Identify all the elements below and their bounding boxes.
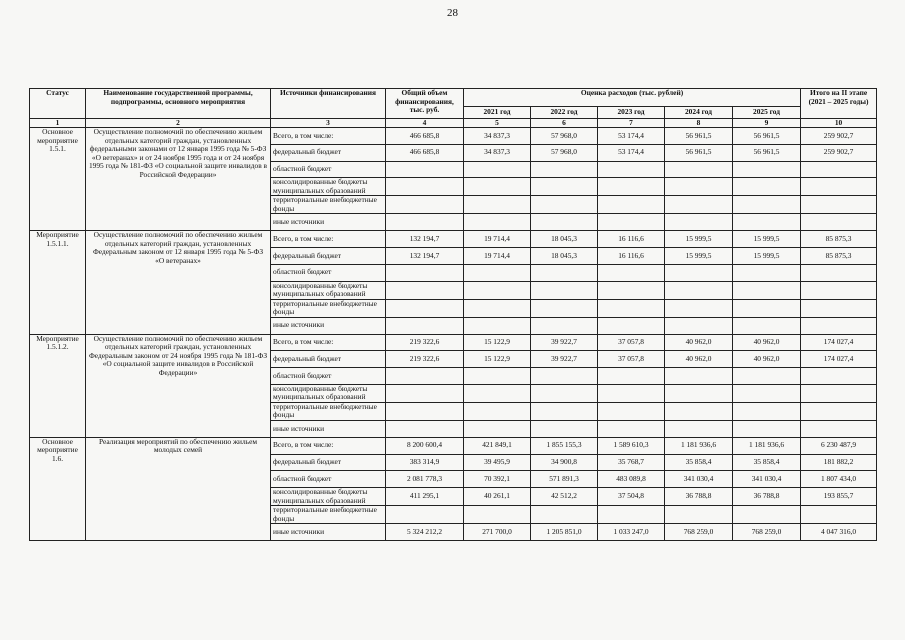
total-amount-cell: 132 194,7 (386, 248, 464, 265)
year-amount-cell (464, 368, 531, 385)
stage-total-cell: 85 875,3 (801, 248, 877, 265)
total-amount-cell: 411 295,1 (386, 488, 464, 506)
header-year: 2024 год (665, 107, 733, 119)
year-amount-cell: 19 714,4 (464, 231, 531, 248)
year-amount-cell: 37 057,8 (598, 334, 665, 351)
year-amount-cell: 40 962,0 (665, 351, 733, 368)
funding-source: территориальные внебюджетные фонды (271, 196, 386, 214)
stage-total-cell: 6 230 487,9 (801, 437, 877, 454)
year-amount-cell (665, 161, 733, 178)
year-amount-cell: 1 205 851,0 (531, 524, 598, 541)
funding-source: Всего, в том числе: (271, 334, 386, 351)
total-amount-cell: 132 194,7 (386, 231, 464, 248)
stage-total-cell: 193 855,7 (801, 488, 877, 506)
column-number: 7 (598, 119, 665, 128)
year-amount-cell (733, 281, 801, 299)
stage-total-cell: 1 807 434,0 (801, 471, 877, 488)
funding-source: областной бюджет (271, 368, 386, 385)
funding-source: территориальные внебюджетные фонды (271, 506, 386, 524)
header-stage-total: Итого на II этапе (2021 – 2025 годы) (801, 89, 877, 119)
year-amount-cell: 39 922,7 (531, 351, 598, 368)
activity-name: Осуществление полномочий по обеспечению жильем отдельных категорий граждан, установленных федеральными законами от 12 января 1995 года № 5-ФЗ «О ветеранах» и от 24 ноября 1995 года и от 24 ноября 1995 года № 181-ФЗ «О социальной защите инвалидов в Российской Федерации» (86, 128, 271, 231)
year-amount-cell: 40 962,0 (733, 334, 801, 351)
year-amount-cell: 15 999,5 (665, 248, 733, 265)
year-amount-cell: 56 961,5 (665, 144, 733, 161)
year-amount-cell (531, 402, 598, 420)
year-amount-cell: 1 181 936,6 (665, 437, 733, 454)
year-amount-cell (464, 384, 531, 402)
table-row (30, 437, 877, 454)
funding-source: иные источники (271, 524, 386, 541)
year-amount-cell (531, 420, 598, 437)
year-amount-cell: 35 858,4 (665, 454, 733, 471)
year-amount-cell: 56 961,5 (665, 128, 733, 145)
year-amount-cell: 37 504,8 (598, 488, 665, 506)
year-amount-cell (598, 384, 665, 402)
total-amount-cell (386, 506, 464, 524)
year-amount-cell (531, 264, 598, 281)
year-amount-cell: 1 181 936,6 (733, 437, 801, 454)
year-amount-cell: 16 116,6 (598, 231, 665, 248)
funding-source: Всего, в том числе: (271, 437, 386, 454)
total-amount-cell (386, 264, 464, 281)
year-amount-cell (665, 196, 733, 214)
total-amount-cell (386, 317, 464, 334)
funding-source: федеральный бюджет (271, 454, 386, 471)
year-amount-cell (531, 506, 598, 524)
stage-total-cell: 85 875,3 (801, 231, 877, 248)
stage-total-cell (801, 161, 877, 178)
year-amount-cell: 271 700,0 (464, 524, 531, 541)
column-number: 1 (30, 119, 86, 128)
year-amount-cell (598, 368, 665, 385)
year-amount-cell (733, 214, 801, 231)
stage-total-cell: 259 902,7 (801, 144, 877, 161)
year-amount-cell: 42 512,2 (531, 488, 598, 506)
total-amount-cell: 466 685,8 (386, 128, 464, 145)
total-amount-cell: 5 324 212,2 (386, 524, 464, 541)
stage-total-cell (801, 214, 877, 231)
total-amount-cell: 383 314,9 (386, 454, 464, 471)
header-status: Статус (30, 89, 86, 119)
year-amount-cell: 421 849,1 (464, 437, 531, 454)
header-total: Общий объем финансирования, тыс. руб. (386, 89, 464, 119)
year-amount-cell: 15 999,5 (665, 231, 733, 248)
year-amount-cell (665, 264, 733, 281)
funding-source: территориальные внебюджетные фонды (271, 402, 386, 420)
year-amount-cell (598, 161, 665, 178)
year-amount-cell (598, 178, 665, 196)
year-amount-cell (464, 161, 531, 178)
header-sources: Источники финансирования (271, 89, 386, 119)
year-amount-cell (464, 506, 531, 524)
year-amount-cell (733, 196, 801, 214)
year-amount-cell (733, 299, 801, 317)
year-amount-cell: 36 788,8 (733, 488, 801, 506)
year-amount-cell: 18 045,3 (531, 248, 598, 265)
year-amount-cell (733, 161, 801, 178)
year-amount-cell: 40 261,1 (464, 488, 531, 506)
total-amount-cell (386, 384, 464, 402)
activity-name: Осуществление полномочий по обеспечению жильем отдельных категорий граждан, установленных Федеральным законом от 24 ноября 1995 года № 181-ФЗ «О социальной защите инвалидов в Российской Федерации» (86, 334, 271, 437)
activity-status: Мероприятие 1.5.1.2. (30, 334, 86, 437)
stage-total-cell (801, 281, 877, 299)
year-amount-cell (598, 264, 665, 281)
funding-source: Всего, в том числе: (271, 128, 386, 145)
year-amount-cell: 34 837,3 (464, 128, 531, 145)
stage-total-cell: 174 027,4 (801, 334, 877, 351)
year-amount-cell (665, 506, 733, 524)
year-amount-cell (665, 178, 733, 196)
year-amount-cell (464, 420, 531, 437)
year-amount-cell (598, 299, 665, 317)
column-number: 4 (386, 119, 464, 128)
column-number: 5 (464, 119, 531, 128)
year-amount-cell: 36 788,8 (665, 488, 733, 506)
funding-source: иные источники (271, 214, 386, 231)
funding-source: областной бюджет (271, 264, 386, 281)
total-amount-cell: 219 322,6 (386, 334, 464, 351)
year-amount-cell: 35 768,7 (598, 454, 665, 471)
year-amount-cell (531, 196, 598, 214)
column-number: 3 (271, 119, 386, 128)
year-amount-cell: 571 891,3 (531, 471, 598, 488)
table-row (30, 128, 877, 145)
year-amount-cell: 34 900,8 (531, 454, 598, 471)
year-amount-cell: 1 589 610,3 (598, 437, 665, 454)
stage-total-cell: 259 902,7 (801, 128, 877, 145)
header-year: 2025 год (733, 107, 801, 119)
funding-source: иные источники (271, 317, 386, 334)
total-amount-cell (386, 368, 464, 385)
year-amount-cell (733, 420, 801, 437)
column-number: 2 (86, 119, 271, 128)
year-amount-cell (733, 264, 801, 281)
funding-source: консолидированные бюджеты муниципальных образований (271, 281, 386, 299)
year-amount-cell: 39 922,7 (531, 334, 598, 351)
stage-total-cell (801, 317, 877, 334)
column-number: 8 (665, 119, 733, 128)
year-amount-cell: 15 122,9 (464, 334, 531, 351)
total-amount-cell: 2 081 778,3 (386, 471, 464, 488)
funding-source: консолидированные бюджеты муниципальных образований (271, 178, 386, 196)
total-amount-cell (386, 281, 464, 299)
total-amount-cell (386, 299, 464, 317)
total-amount-cell (386, 161, 464, 178)
stage-total-cell: 181 882,2 (801, 454, 877, 471)
funding-source: областной бюджет (271, 471, 386, 488)
year-amount-cell (531, 161, 598, 178)
year-amount-cell: 341 030,4 (665, 471, 733, 488)
year-amount-cell: 15 999,5 (733, 248, 801, 265)
table-row (30, 334, 877, 351)
funding-source: иные источники (271, 420, 386, 437)
activity-status: Основное мероприятие 1.6. (30, 437, 86, 540)
header-year: 2022 год (531, 107, 598, 119)
year-amount-cell: 56 961,5 (733, 128, 801, 145)
year-amount-cell (464, 281, 531, 299)
year-amount-cell: 53 174,4 (598, 144, 665, 161)
year-amount-cell (464, 299, 531, 317)
activity-status: Мероприятие 1.5.1.1. (30, 231, 86, 334)
funding-source: консолидированные бюджеты муниципальных образований (271, 384, 386, 402)
stage-total-cell (801, 368, 877, 385)
year-amount-cell (665, 368, 733, 385)
year-amount-cell (733, 384, 801, 402)
header-estimate: Оценка расходов (тыс. рублей) (464, 89, 801, 107)
year-amount-cell: 40 962,0 (665, 334, 733, 351)
year-amount-cell (531, 281, 598, 299)
total-amount-cell: 219 322,6 (386, 351, 464, 368)
year-amount-cell (464, 402, 531, 420)
year-amount-cell (598, 214, 665, 231)
year-amount-cell (665, 384, 733, 402)
year-amount-cell: 53 174,4 (598, 128, 665, 145)
year-amount-cell (665, 402, 733, 420)
stage-total-cell: 4 047 316,0 (801, 524, 877, 541)
year-amount-cell: 15 999,5 (733, 231, 801, 248)
year-amount-cell: 768 259,0 (733, 524, 801, 541)
year-amount-cell (531, 299, 598, 317)
year-amount-cell (665, 281, 733, 299)
stage-total-cell (801, 264, 877, 281)
year-amount-cell (464, 196, 531, 214)
stage-total-cell (801, 299, 877, 317)
year-amount-cell: 35 858,4 (733, 454, 801, 471)
total-amount-cell: 8 200 600,4 (386, 437, 464, 454)
year-amount-cell: 40 962,0 (733, 351, 801, 368)
column-number: 6 (531, 119, 598, 128)
total-amount-cell: 466 685,8 (386, 144, 464, 161)
stage-total-cell: 174 027,4 (801, 351, 877, 368)
year-amount-cell (733, 178, 801, 196)
total-amount-cell (386, 420, 464, 437)
funding-source: территориальные внебюджетные фонды (271, 299, 386, 317)
year-amount-cell (598, 317, 665, 334)
column-number: 9 (733, 119, 801, 128)
table-row (30, 231, 877, 248)
table-body (30, 128, 877, 541)
funding-source: областной бюджет (271, 161, 386, 178)
total-amount-cell (386, 196, 464, 214)
header-name: Наименование государственной программы, подпрограммы, основного мероприятия (86, 89, 271, 119)
year-amount-cell (733, 317, 801, 334)
year-amount-cell (733, 402, 801, 420)
year-amount-cell: 37 057,8 (598, 351, 665, 368)
stage-total-cell (801, 506, 877, 524)
activity-name: Реализация мероприятий по обеспечению жильем молодых семей (86, 437, 271, 540)
year-amount-cell (733, 506, 801, 524)
funding-source: федеральный бюджет (271, 351, 386, 368)
year-amount-cell (531, 368, 598, 385)
year-amount-cell (665, 299, 733, 317)
year-amount-cell (464, 178, 531, 196)
total-amount-cell (386, 402, 464, 420)
year-amount-cell: 19 714,4 (464, 248, 531, 265)
year-amount-cell (598, 402, 665, 420)
year-amount-cell (464, 214, 531, 231)
year-amount-cell (665, 317, 733, 334)
year-amount-cell: 39 495,9 (464, 454, 531, 471)
funding-source: федеральный бюджет (271, 248, 386, 265)
total-amount-cell (386, 178, 464, 196)
header-year: 2021 год (464, 107, 531, 119)
year-amount-cell (464, 317, 531, 334)
year-amount-cell (665, 420, 733, 437)
stage-total-cell (801, 178, 877, 196)
year-amount-cell (665, 214, 733, 231)
stage-total-cell (801, 196, 877, 214)
year-amount-cell: 57 968,0 (531, 128, 598, 145)
year-amount-cell: 16 116,6 (598, 248, 665, 265)
year-amount-cell (598, 281, 665, 299)
year-amount-cell: 18 045,3 (531, 231, 598, 248)
budget-table (29, 88, 877, 541)
year-amount-cell (531, 317, 598, 334)
year-amount-cell (464, 264, 531, 281)
funding-source: Всего, в том числе: (271, 231, 386, 248)
year-amount-cell: 341 030,4 (733, 471, 801, 488)
total-amount-cell (386, 214, 464, 231)
column-number: 10 (801, 119, 877, 128)
year-amount-cell (531, 178, 598, 196)
year-amount-cell (598, 506, 665, 524)
year-amount-cell (598, 196, 665, 214)
page-number: 28 (447, 7, 458, 19)
year-amount-cell (733, 368, 801, 385)
stage-total-cell (801, 402, 877, 420)
year-amount-cell: 768 259,0 (665, 524, 733, 541)
stage-total-cell (801, 420, 877, 437)
year-amount-cell: 15 122,9 (464, 351, 531, 368)
year-amount-cell: 34 837,3 (464, 144, 531, 161)
year-amount-cell (531, 214, 598, 231)
header-year: 2023 год (598, 107, 665, 119)
activity-name: Осуществление полномочий по обеспечению жильем отдельных категорий граждан, установленных Федеральным законом от 12 января 1995 года № 5-ФЗ «О ветеранах» (86, 231, 271, 334)
activity-status: Основное мероприятие 1.5.1. (30, 128, 86, 231)
year-amount-cell: 70 392,1 (464, 471, 531, 488)
funding-source: консолидированные бюджеты муниципальных образований (271, 488, 386, 506)
year-amount-cell: 56 961,5 (733, 144, 801, 161)
year-amount-cell: 1 033 247,0 (598, 524, 665, 541)
year-amount-cell (598, 420, 665, 437)
funding-source: федеральный бюджет (271, 144, 386, 161)
stage-total-cell (801, 384, 877, 402)
year-amount-cell: 1 855 155,3 (531, 437, 598, 454)
year-amount-cell: 57 968,0 (531, 144, 598, 161)
year-amount-cell: 483 089,8 (598, 471, 665, 488)
year-amount-cell (531, 384, 598, 402)
